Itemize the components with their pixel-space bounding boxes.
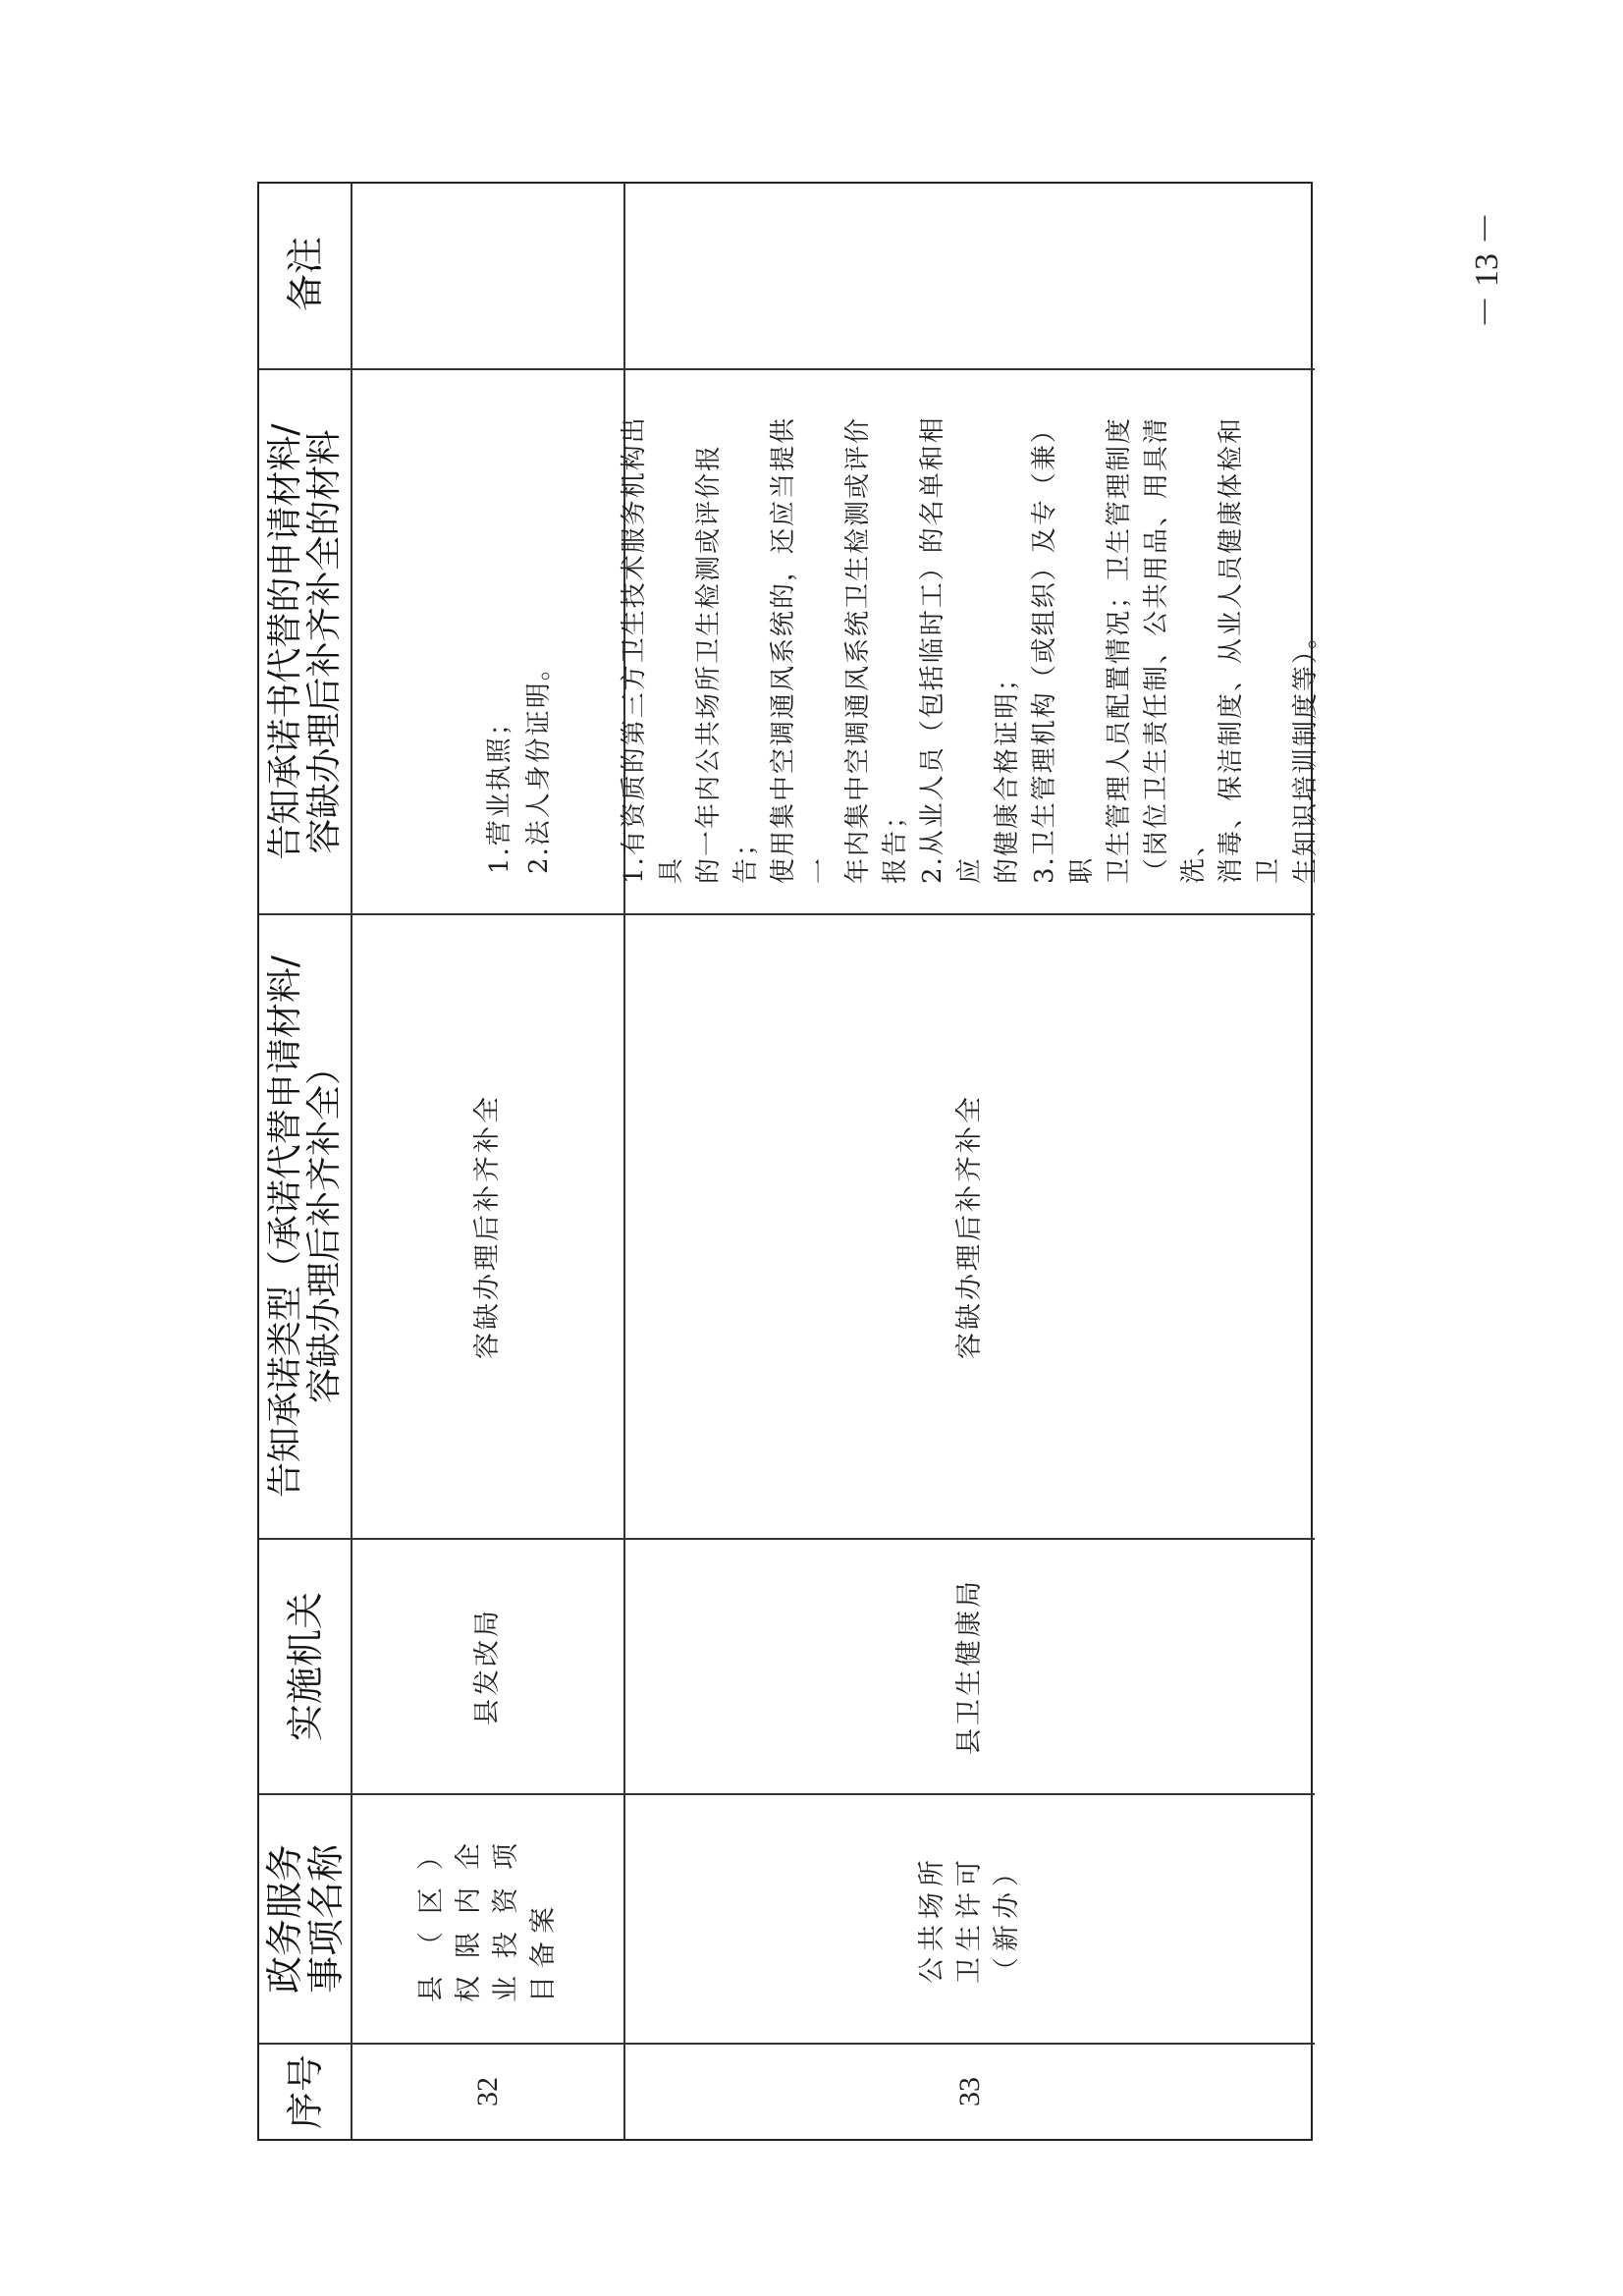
header-commitment-type-line2: 容缺办理后补齐补全） [303,1050,345,1404]
materials-item: 的一年内公共场所卫生检测或评价报告； [694,443,761,884]
materials-list [616,380,1325,903]
row-item-name-value: 县（区）权限内企业投资项目备案 [416,1835,559,2002]
row-item-name [625,1793,1315,2043]
header-agency [259,1538,351,1793]
row-commitment-type [352,913,623,1538]
header-remark-label: 备注 [283,237,327,312]
table-header-row [259,184,352,2139]
materials-item: 年内集中空调通风系统卫生检测或评价 [843,415,873,884]
materials-item: 卫生管理人员配置情况；卫生管理制度 [1105,415,1134,884]
row-materials [352,368,623,913]
page-number: － 13 － [1468,211,1505,329]
row-item-name-value: 公共场所卫生许可（新办） [917,1854,1022,1984]
materials-item: （岗位卫生责任制、公共用品、用具清洗、 [1142,415,1209,884]
header-commitment-type [259,913,351,1538]
materials-item: 2.法人身份证明。 [524,653,554,874]
row-materials [620,368,1321,913]
header-seq [259,2043,351,2139]
row-seq [352,2043,623,2139]
table-row [352,184,625,2139]
header-seq-label: 序号 [283,2053,327,2129]
header-materials [259,368,351,913]
header-materials-line2: 容缺办理后补齐补全的材料 [303,429,345,854]
header-item-name-label: 政务服务事项名称 [262,1844,348,1995]
materials-item: 的健康合格证明； [993,663,1022,884]
header-item-name [259,1793,351,2043]
materials-item: 消毒、保洁制度、从业人员健康体检和卫 [1217,415,1283,884]
header-materials-line1: 告知承诺书代替的申请材料/ [264,423,305,860]
notification-commitment-table [257,182,1321,2141]
header-agency-label: 实施机关 [283,1592,327,1742]
row-seq [625,2043,1315,2139]
materials-item: 使用集中空调通风系统的，还应当提供一 [769,415,836,884]
materials-item: 报告； [881,800,910,884]
header-commitment-type-line1: 告知承诺类型（承诺代替申请材料/ [264,955,305,1499]
row-agency-value: 县发改局 [472,1608,503,1725]
row-item-name [352,1793,623,2043]
row-agency-value: 县卫生健康局 [954,1578,985,1755]
row-remark [625,180,1315,368]
header-remark [259,180,351,368]
materials-list [480,380,559,903]
materials-item: 3.卫生管理机构（或组织）及专（兼）职 [1030,415,1097,884]
row-agency [625,1538,1315,1793]
materials-item: 2.从业人员（包括临时工）的名单和相应 [918,415,985,884]
materials-item: 1.营业执照； [485,708,514,874]
table-row [620,184,1321,2139]
row-seq-value: 32 [471,2077,504,2106]
materials-item: 生知识培训制度等）。 [1291,621,1321,884]
materials-item: 1.有资质的第三方卫生技术服务机构出具 [620,415,686,884]
row-commitment-type [625,913,1315,1538]
row-remark [352,180,623,368]
row-commitment-type-value: 容缺办理后补齐补全 [472,1094,503,1359]
row-seq-value: 33 [953,2077,986,2106]
row-agency [352,1538,623,1793]
row-commitment-type-value: 容缺办理后补齐补全 [954,1094,985,1359]
